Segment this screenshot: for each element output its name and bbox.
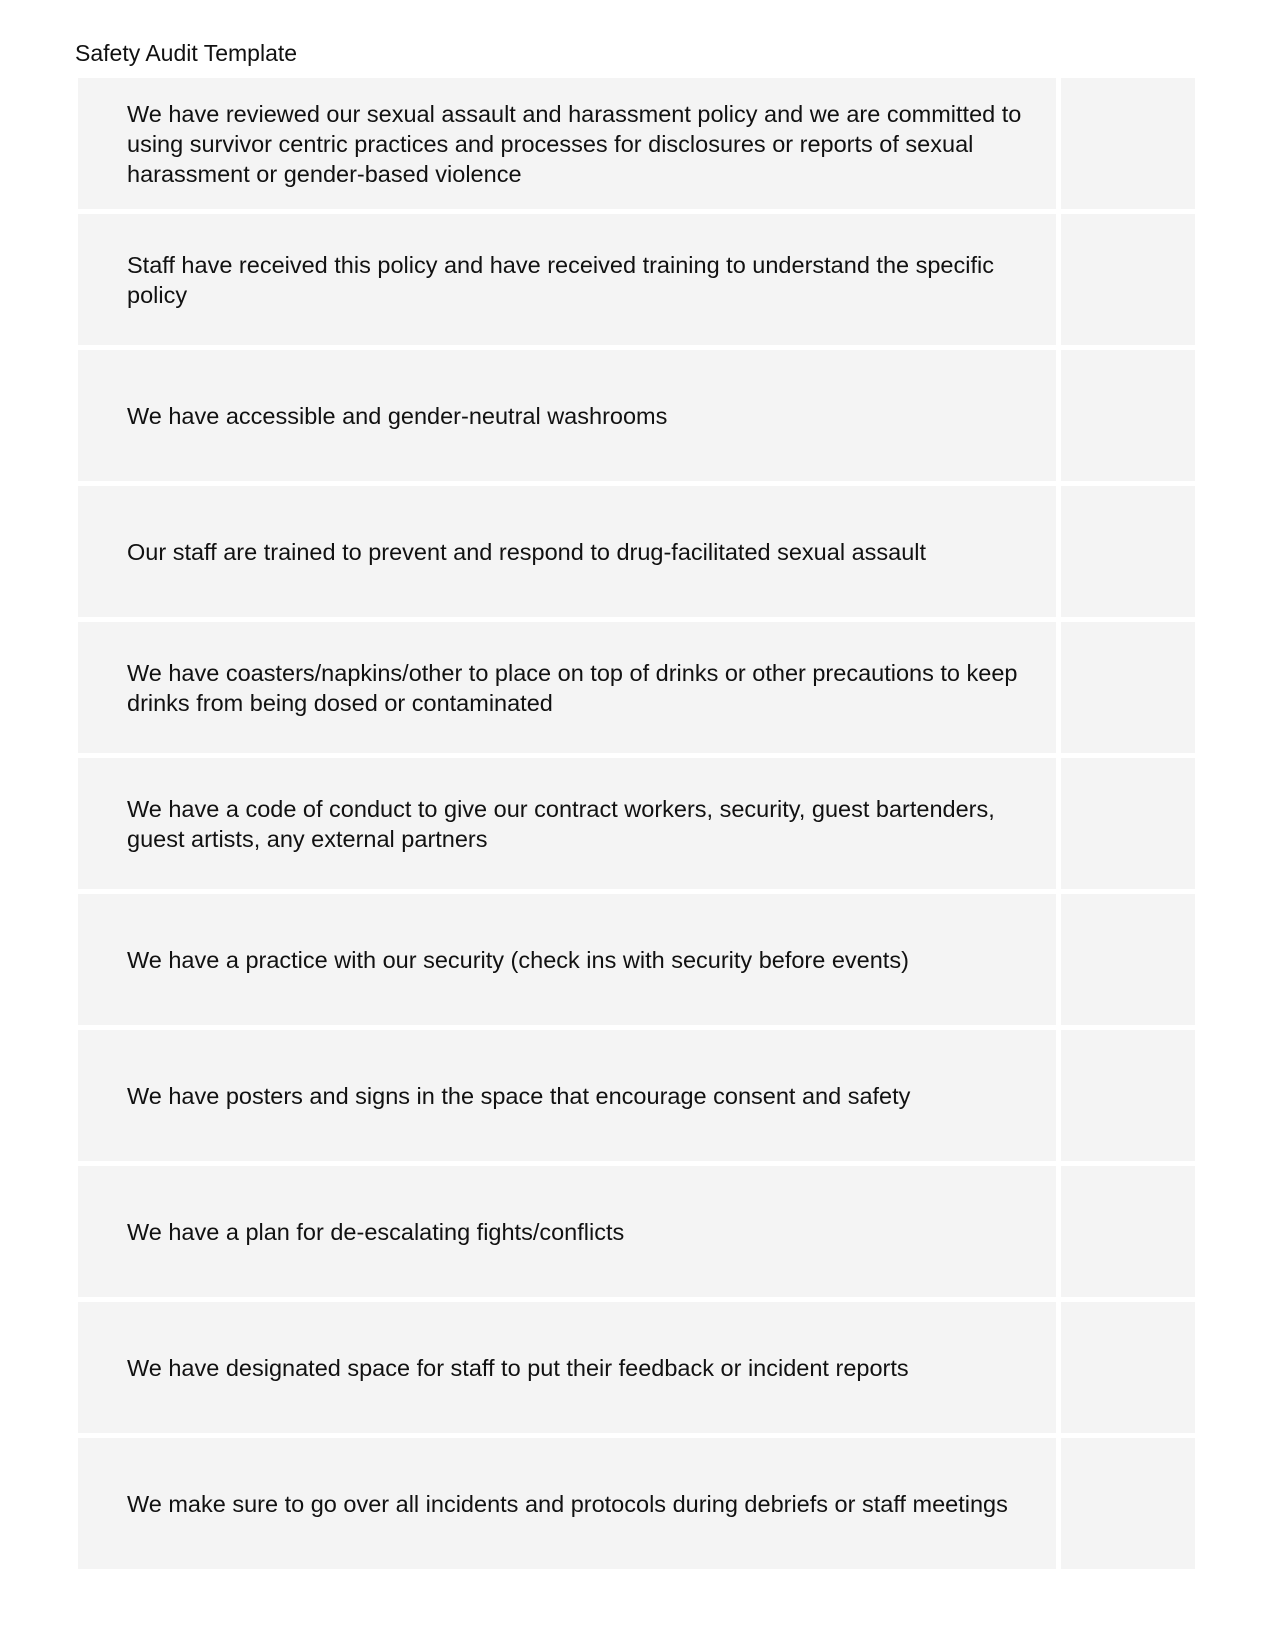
- table-row: [78, 214, 1195, 345]
- statement-cell: [78, 758, 1056, 889]
- response-cell[interactable]: [1061, 894, 1195, 1025]
- statement-cell: [78, 1030, 1056, 1161]
- statement-cell: [78, 894, 1056, 1025]
- response-cell[interactable]: [1061, 78, 1195, 209]
- audit-table: [78, 78, 1195, 1569]
- statement-text: We have a practice with our security (check ins with security before events): [127, 946, 909, 973]
- table-row: [78, 1302, 1195, 1433]
- table-row: [78, 350, 1195, 481]
- response-cell[interactable]: [1061, 350, 1195, 481]
- statement-text: We have coasters/napkins/other to place on top of drinks or other precautions to keep drinks from being dosed or contaminated: [127, 659, 1018, 716]
- response-cell[interactable]: [1061, 214, 1195, 345]
- statement-text: We have a code of conduct to give our contract workers, security, guest bartenders, guest artists, any external partners: [127, 795, 995, 852]
- statement-text: Staff have received this policy and have received training to understand the specific policy: [127, 251, 994, 308]
- table-row: [78, 78, 1195, 209]
- statement-cell: [78, 214, 1056, 345]
- response-cell[interactable]: [1061, 1166, 1195, 1297]
- statement-cell: [78, 1438, 1056, 1569]
- table-row: [78, 486, 1195, 617]
- response-cell[interactable]: [1061, 622, 1195, 753]
- page-title: Safety Audit Template: [75, 40, 298, 66]
- statement-text: We have posters and signs in the space that encourage consent and safety: [127, 1082, 911, 1109]
- table-row: [78, 1166, 1195, 1297]
- response-cell[interactable]: [1061, 486, 1195, 617]
- statement-cell: [78, 78, 1056, 209]
- statement-cell: [78, 622, 1056, 753]
- table-row: [78, 758, 1195, 889]
- table-row: [78, 1030, 1195, 1161]
- statement-text: We have accessible and gender-neutral washrooms: [127, 402, 668, 429]
- statement-text: We have a plan for de-escalating fights/conflicts: [127, 1218, 625, 1245]
- table-row: [78, 622, 1195, 753]
- response-cell[interactable]: [1061, 1438, 1195, 1569]
- statement-cell: [78, 1166, 1056, 1297]
- table-row: [78, 894, 1195, 1025]
- statement-cell: [78, 1302, 1056, 1433]
- statement-text: We make sure to go over all incidents and protocols during debriefs or staff meetings: [127, 1490, 1008, 1517]
- statement-cell: [78, 486, 1056, 617]
- table-row: [78, 1438, 1195, 1569]
- response-cell[interactable]: [1061, 1030, 1195, 1161]
- statement-text: We have designated space for staff to put their feedback or incident reports: [127, 1354, 909, 1381]
- response-cell[interactable]: [1061, 758, 1195, 889]
- statement-text: We have reviewed our sexual assault and harassment policy and we are committed to using survivor centric practices and processes for disclosures or reports of sexual harassment or gender-based violence: [127, 100, 1022, 187]
- statement-cell: [78, 350, 1056, 481]
- statement-text: Our staff are trained to prevent and respond to drug-facilitated sexual assault: [127, 538, 927, 565]
- response-cell[interactable]: [1061, 1302, 1195, 1433]
